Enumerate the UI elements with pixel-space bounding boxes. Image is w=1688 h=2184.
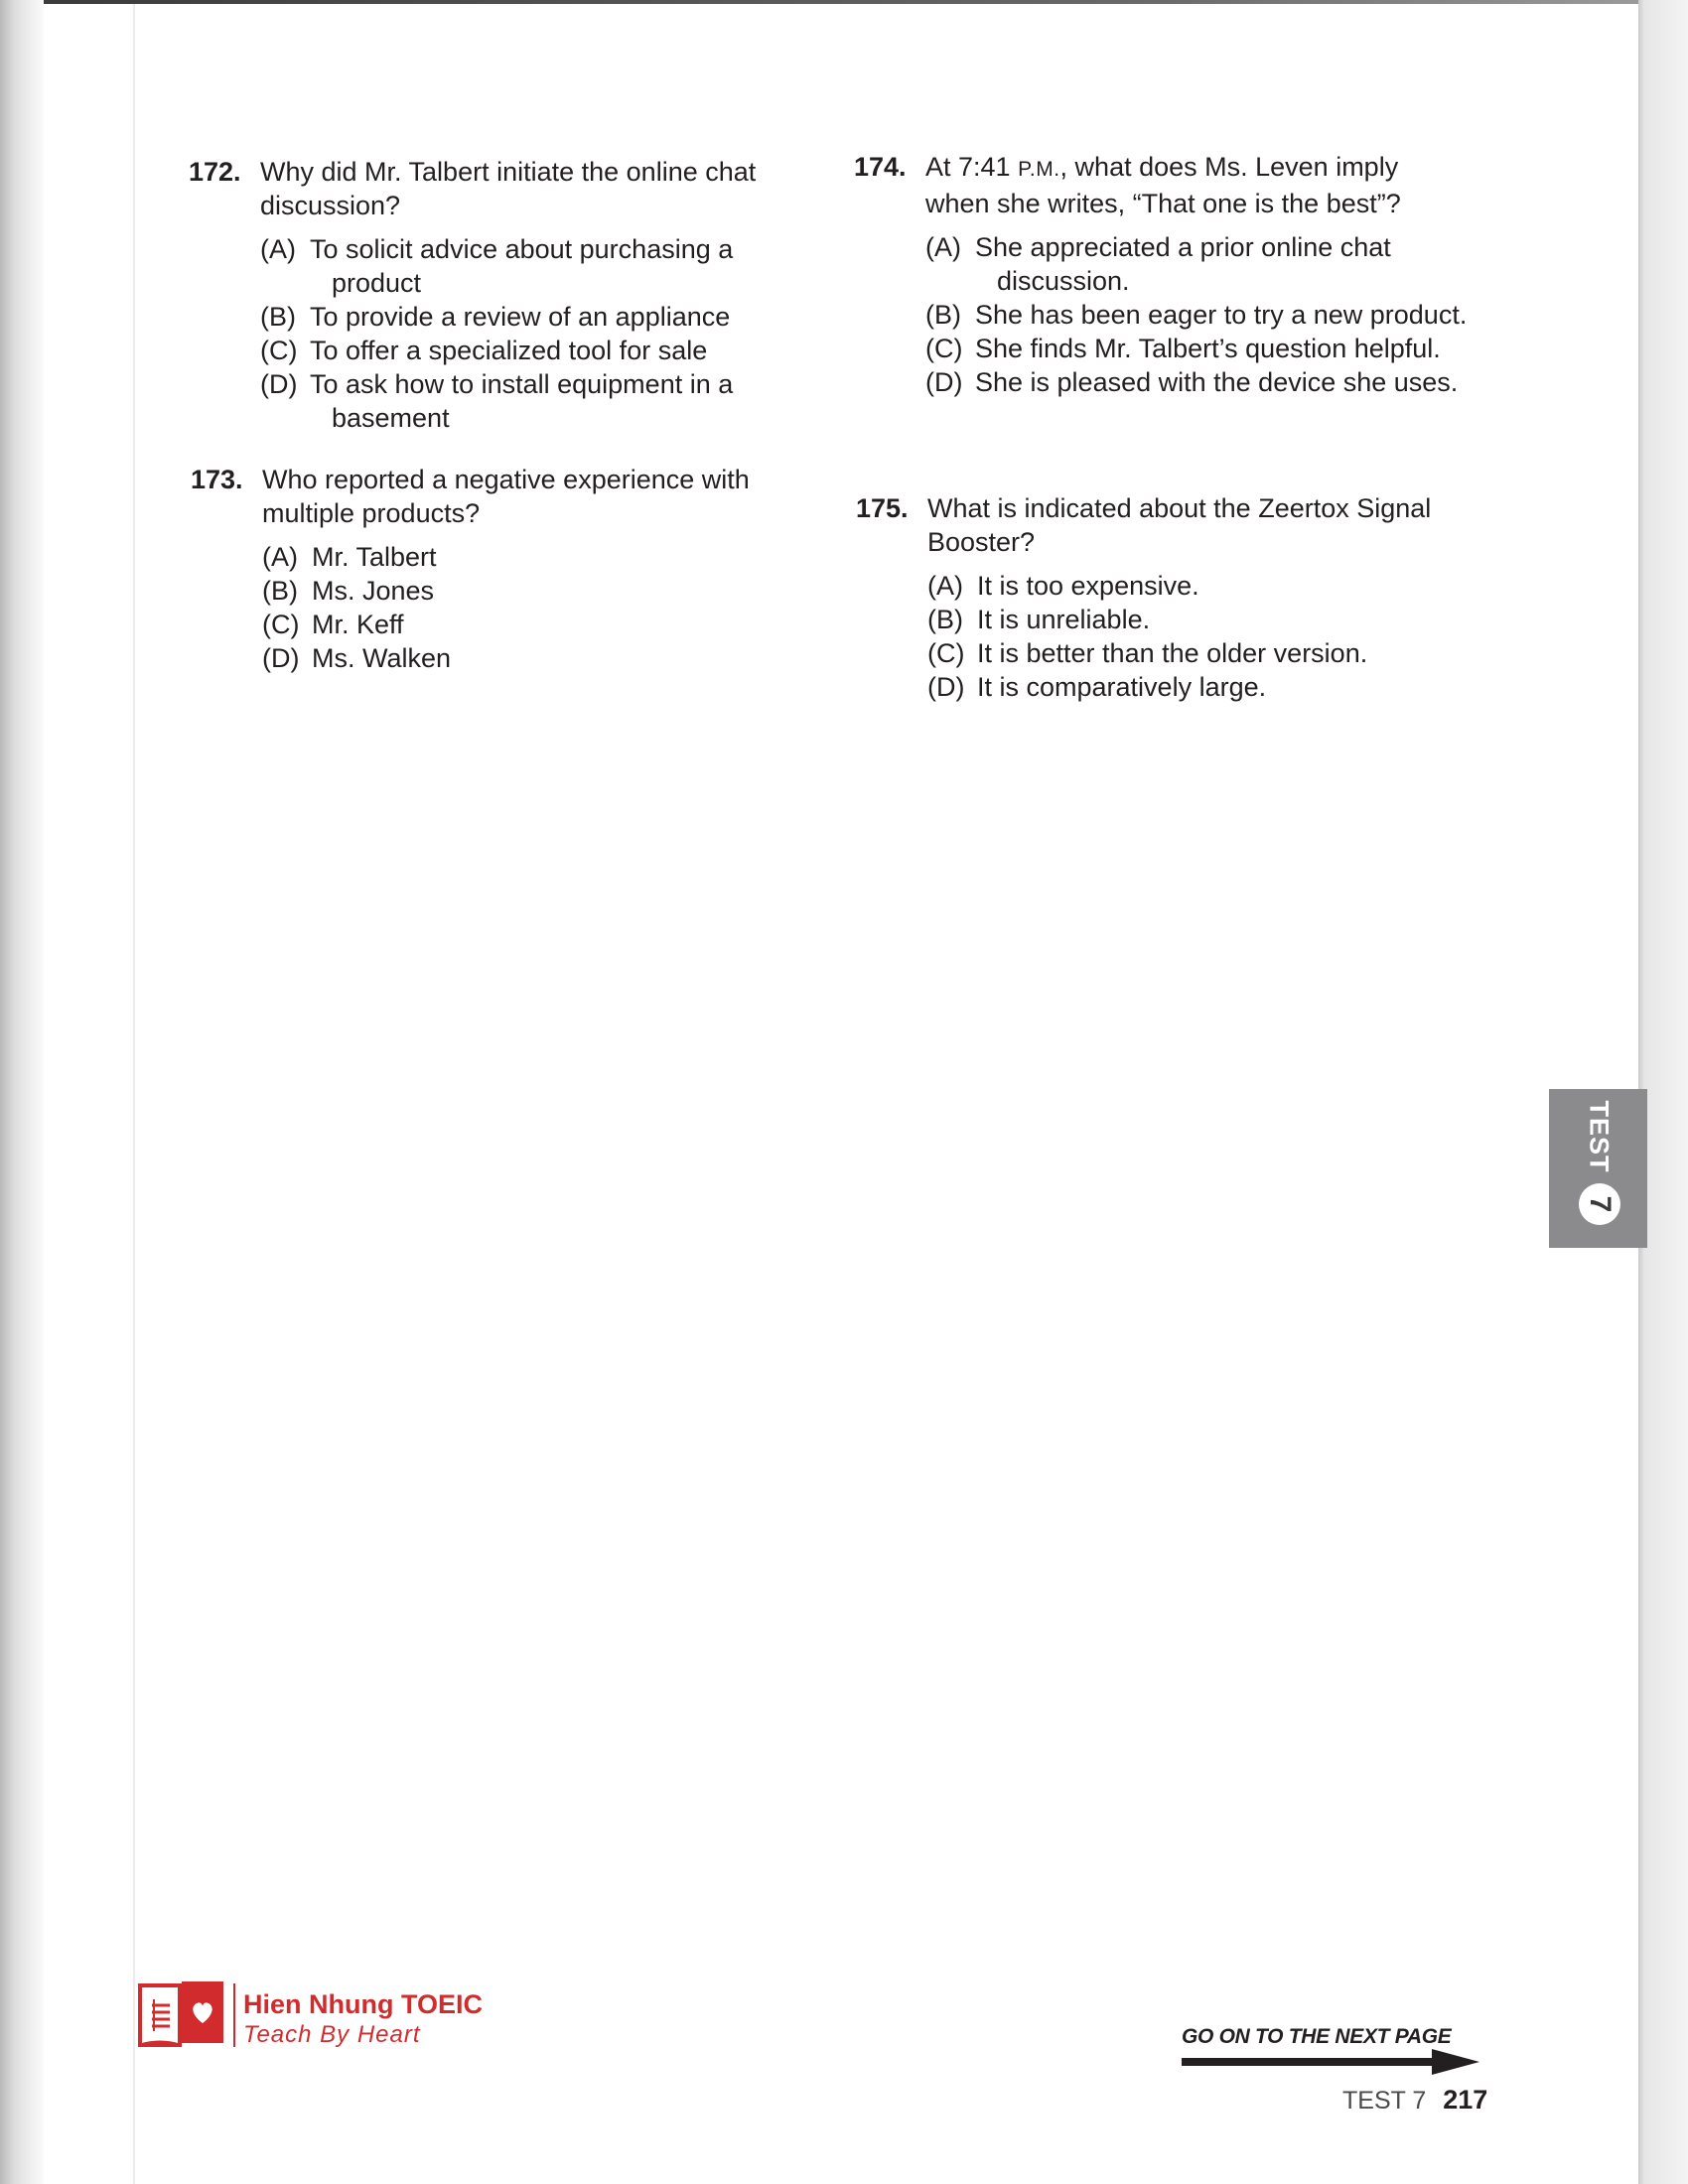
option-d[interactable]	[925, 365, 1470, 399]
option-a[interactable]	[260, 232, 804, 300]
question-text: Why did Mr. Talbert initiate the online chat discussion?	[260, 157, 757, 220]
question-number: 172.	[189, 157, 241, 187]
option-c[interactable]	[927, 636, 1472, 670]
test-number-badge	[1579, 1183, 1620, 1225]
option-text: To provide a review of an appliance	[310, 302, 731, 332]
question-175	[856, 491, 1472, 704]
question-172	[189, 155, 804, 435]
test-section-tab	[1549, 1089, 1647, 1248]
page-footer	[1342, 2085, 1487, 2116]
option-text: To solicit advice about purchasing a product	[310, 234, 734, 298]
footer-test-label: TEST 7	[1342, 2087, 1427, 2115]
option-b[interactable]	[927, 603, 1472, 636]
time-suffix: P.M.	[1018, 158, 1060, 181]
logo-divider	[233, 1983, 235, 2047]
option-letter: (D)	[260, 369, 298, 399]
option-letter: (B)	[262, 576, 298, 606]
option-letter: (A)	[927, 571, 963, 601]
option-letter: (C)	[925, 334, 963, 363]
options-list	[925, 230, 1470, 399]
question-text: What is indicated about the Zeertox Signal Booster?	[927, 493, 1432, 557]
option-text: To ask how to install equipment in a basement	[310, 369, 734, 433]
option-letter: (C)	[262, 610, 300, 639]
question-number: 173.	[191, 465, 243, 494]
option-letter: (D)	[262, 643, 300, 673]
option-letter: (D)	[925, 367, 963, 397]
option-d[interactable]	[262, 641, 806, 675]
right-arrow-icon	[1182, 2049, 1479, 2075]
option-c[interactable]	[925, 332, 1470, 365]
question-number: 174.	[854, 152, 907, 182]
brand-logo	[136, 1979, 533, 2053]
option-letter: (C)	[927, 638, 965, 668]
option-b[interactable]	[925, 298, 1470, 332]
option-b[interactable]	[260, 300, 804, 334]
option-text: She has been eager to try a new product.	[975, 300, 1468, 330]
option-letter: (A)	[262, 542, 298, 572]
scan-left-shadow	[0, 0, 44, 2184]
option-d[interactable]	[260, 367, 804, 435]
option-text: It is better than the older version.	[977, 638, 1368, 668]
options-list	[262, 540, 806, 675]
options-list	[260, 232, 804, 435]
go-to-next-page[interactable]	[1182, 2025, 1479, 2075]
question-174	[854, 150, 1470, 399]
option-letter: (D)	[927, 672, 965, 702]
scan-left-line	[133, 0, 135, 2184]
option-d[interactable]	[927, 670, 1472, 704]
next-page-label: GO ON TO THE NEXT PAGE	[1182, 2025, 1452, 2048]
test-tab-label: TEST	[1584, 1100, 1614, 1173]
option-text: Mr. Talbert	[312, 542, 437, 572]
option-text: She is pleased with the device she uses.	[975, 367, 1459, 397]
question-text-start: At 7:41	[925, 152, 1019, 182]
brand-tagline: Teach By Heart	[243, 2021, 421, 2048]
option-c[interactable]	[262, 608, 806, 641]
option-c[interactable]	[260, 334, 804, 367]
option-text: It is comparatively large.	[977, 672, 1267, 702]
question-173	[191, 463, 806, 675]
question-text: Who reported a negative experience with multiple products?	[262, 465, 750, 528]
option-letter: (B)	[925, 300, 961, 330]
option-text: To offer a specialized tool for sale	[310, 336, 708, 365]
option-b[interactable]	[262, 574, 806, 608]
option-letter: (A)	[260, 234, 296, 264]
brand-name: Hien Nhung TOEIC	[243, 1989, 483, 2019]
option-letter: (B)	[927, 605, 963, 634]
page-number: 217	[1443, 2085, 1488, 2115]
options-list	[927, 569, 1472, 704]
option-text: Ms. Walken	[312, 643, 452, 673]
option-letter: (C)	[260, 336, 298, 365]
test-tab-number: 7	[1584, 1195, 1617, 1213]
question-text	[925, 150, 1470, 220]
option-text: She appreciated a prior online chat discussion.	[975, 232, 1391, 296]
option-a[interactable]	[262, 540, 806, 574]
scan-top-edge	[44, 0, 1638, 4]
option-letter: (A)	[925, 232, 961, 262]
option-a[interactable]	[925, 230, 1470, 298]
question-text-end: , what does Ms. Leven imply when she writes, “That one is the best”?	[925, 152, 1401, 218]
option-text: It is unreliable.	[977, 605, 1151, 634]
book-heart-icon	[136, 1979, 227, 2049]
question-number: 175.	[856, 493, 909, 523]
option-text: She finds Mr. Talbert’s question helpful.	[975, 334, 1441, 363]
option-text: It is too expensive.	[977, 571, 1199, 601]
option-text: Mr. Keff	[312, 610, 404, 639]
option-letter: (B)	[260, 302, 296, 332]
option-a[interactable]	[927, 569, 1472, 603]
option-text: Ms. Jones	[312, 576, 435, 606]
